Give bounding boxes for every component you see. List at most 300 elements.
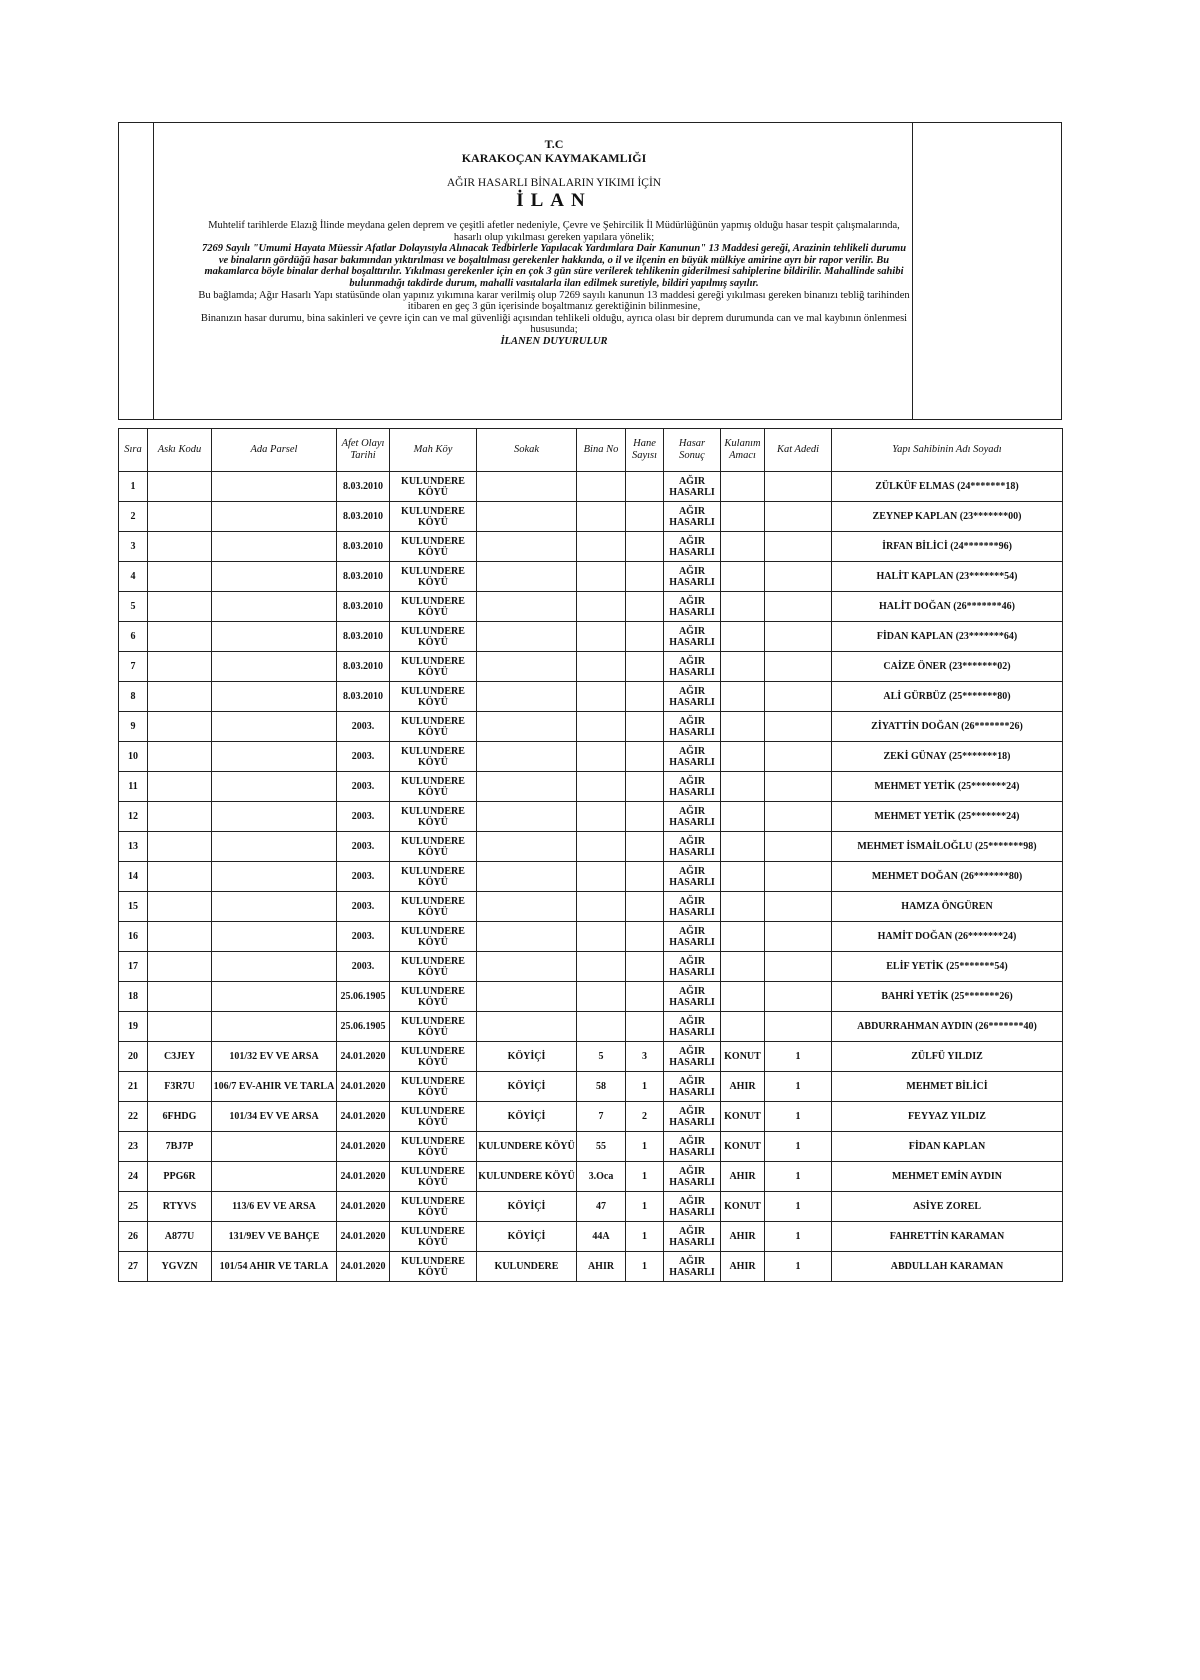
cell-aski-kodu: F3R7U bbox=[148, 1072, 212, 1102]
notice-paragraph-2: 7269 Sayılı "Umumi Hayata Müessir Afatlar Dolayısıyla Alınacak Tedbirlerle Yapılacak Yardımlara Dair Kanunun" 13 Maddesi gereği, Arazinin tehlikeli durumu ve binaların gördüğü hasar bakımından yıktırılması ve boşaltılması gerekenler hakkında, o il ve ilçenin en büyük mülkiye amirine ayrı bir rapor verilir. Bu makamlarca böyle binalar derhal boşalttırılır. Yıkılması gerekenler için en çok 3 gün süre verilerek tehlikenin giderilmesi sahiplerine bildirilir. Mahallinde sahibi bulunmadığı takdirde durum, mahalli vasıtalarla ilan edilmek suretiyle, bildiri yapılmış sayılır. bbox=[201, 243, 907, 289]
cell-hasar-sonuc: AĞIR HASARLI bbox=[664, 622, 721, 652]
header-hane-sayisi: Hane Sayısı bbox=[626, 429, 664, 472]
cell-sokak bbox=[477, 742, 577, 772]
cell-ada-parsel bbox=[212, 682, 337, 712]
cell-sira: 27 bbox=[119, 1252, 148, 1282]
cell-hasar-sonuc: AĞIR HASARLI bbox=[664, 1102, 721, 1132]
cell-yapi-sahibi: ASİYE ZOREL bbox=[832, 1192, 1063, 1222]
header-kat-adedi: Kat Adedi bbox=[765, 429, 832, 472]
cell-yapi-sahibi: ZEKİ GÜNAY (25*******18) bbox=[832, 742, 1063, 772]
cell-sokak: KULUNDERE KÖYÜ bbox=[477, 1132, 577, 1162]
cell-ada-parsel: 113/6 EV VE ARSA bbox=[212, 1192, 337, 1222]
cell-kat-adedi bbox=[765, 682, 832, 712]
cell-kat-adedi bbox=[765, 472, 832, 502]
cell-bina-no bbox=[577, 712, 626, 742]
cell-afet-tarihi: 24.01.2020 bbox=[337, 1192, 390, 1222]
cell-mah-koy: KULUNDERE KÖYÜ bbox=[390, 1042, 477, 1072]
cell-yapi-sahibi: CAİZE ÖNER (23*******02) bbox=[832, 652, 1063, 682]
cell-kat-adedi: 1 bbox=[765, 1042, 832, 1072]
table-row bbox=[119, 562, 1063, 592]
cell-sira: 19 bbox=[119, 1012, 148, 1042]
cell-mah-koy: KULUNDERE KÖYÜ bbox=[390, 1252, 477, 1282]
cell-aski-kodu bbox=[148, 532, 212, 562]
cell-kullanim-amaci bbox=[721, 502, 765, 532]
header-afet-tarihi: Afet Olayı Tarihi bbox=[337, 429, 390, 472]
cell-aski-kodu bbox=[148, 922, 212, 952]
cell-kat-adedi bbox=[765, 652, 832, 682]
table-row bbox=[119, 892, 1063, 922]
cell-mah-koy: KULUNDERE KÖYÜ bbox=[390, 772, 477, 802]
cell-afet-tarihi: 2003. bbox=[337, 802, 390, 832]
cell-afet-tarihi: 2003. bbox=[337, 892, 390, 922]
cell-ada-parsel bbox=[212, 472, 337, 502]
cell-bina-no bbox=[577, 472, 626, 502]
header-sira: Sıra bbox=[119, 429, 148, 472]
cell-aski-kodu: YGVZN bbox=[148, 1252, 212, 1282]
cell-mah-koy: KULUNDERE KÖYÜ bbox=[390, 562, 477, 592]
cell-afet-tarihi: 24.01.2020 bbox=[337, 1222, 390, 1252]
notice-paragraph-3: Bu bağlamda; Ağır Hasarlı Yapı statüsünde olan yapınız yıkımına karar verilmiş olup 7269 sayılı kanunun 13 maddesi gereği yıkılması gereken binanızı tebliğ tarihinden itibaren en geç 3 gün içerisinde boşaltmanız gerektiğinin bilinmesine, bbox=[198, 289, 910, 313]
table-row bbox=[119, 862, 1063, 892]
cell-aski-kodu: 6FHDG bbox=[148, 1102, 212, 1132]
cell-afet-tarihi: 8.03.2010 bbox=[337, 622, 390, 652]
table-row bbox=[119, 682, 1063, 712]
table-row bbox=[119, 982, 1063, 1012]
cell-hane-sayisi bbox=[626, 982, 664, 1012]
cell-kat-adedi bbox=[765, 922, 832, 952]
cell-sira: 4 bbox=[119, 562, 148, 592]
cell-kat-adedi bbox=[765, 892, 832, 922]
cell-afet-tarihi: 24.01.2020 bbox=[337, 1162, 390, 1192]
cell-bina-no bbox=[577, 862, 626, 892]
cell-ada-parsel bbox=[212, 532, 337, 562]
cell-bina-no: AHIR bbox=[577, 1252, 626, 1282]
cell-kat-adedi bbox=[765, 532, 832, 562]
cell-yapi-sahibi: ZÜLFÜ YILDIZ bbox=[832, 1042, 1063, 1072]
header-aski-kodu: Askı Kodu bbox=[148, 429, 212, 472]
cell-sira: 24 bbox=[119, 1162, 148, 1192]
cell-yapi-sahibi: BAHRİ YETİK (25*******26) bbox=[832, 982, 1063, 1012]
buildings-table bbox=[118, 428, 1063, 1282]
cell-bina-no bbox=[577, 772, 626, 802]
cell-sokak bbox=[477, 532, 577, 562]
header-yapi-sahibi: Yapı Sahibinin Adı Soyadı bbox=[832, 429, 1063, 472]
cell-ada-parsel: 106/7 EV-AHIR VE TARLA bbox=[212, 1072, 337, 1102]
cell-ada-parsel: 101/54 AHIR VE TARLA bbox=[212, 1252, 337, 1282]
cell-ada-parsel bbox=[212, 562, 337, 592]
cell-hasar-sonuc: AĞIR HASARLI bbox=[664, 802, 721, 832]
cell-kat-adedi bbox=[765, 502, 832, 532]
cell-ada-parsel bbox=[212, 1012, 337, 1042]
cell-kullanim-amaci: KONUT bbox=[721, 1132, 765, 1162]
table-row bbox=[119, 1132, 1063, 1162]
cell-hasar-sonuc: AĞIR HASARLI bbox=[664, 742, 721, 772]
header-tc: T.C bbox=[544, 137, 564, 151]
cell-sokak: KÖYİÇİ bbox=[477, 1072, 577, 1102]
notice-paragraph-4: Binanızın hasar durumu, bina sakinleri ve çevre için can ve mal güvenliği açısından tehlikeli olduğu, ayrıca olası bir deprem durumunda can ve mal kaybının önlenmesi hususunda; bbox=[200, 312, 908, 336]
cell-yapi-sahibi: HAMZA ÖNGÜREN bbox=[832, 892, 1063, 922]
cell-aski-kodu bbox=[148, 862, 212, 892]
cell-sokak bbox=[477, 832, 577, 862]
cell-bina-no bbox=[577, 592, 626, 622]
cell-sokak: KULUNDERE bbox=[477, 1252, 577, 1282]
cell-sokak bbox=[477, 1012, 577, 1042]
cell-bina-no bbox=[577, 1012, 626, 1042]
cell-yapi-sahibi: FİDAN KAPLAN (23*******64) bbox=[832, 622, 1063, 652]
cell-mah-koy: KULUNDERE KÖYÜ bbox=[390, 472, 477, 502]
cell-yapi-sahibi: ZÜLKÜF ELMAS (24*******18) bbox=[832, 472, 1063, 502]
table-row bbox=[119, 832, 1063, 862]
cell-bina-no bbox=[577, 622, 626, 652]
cell-bina-no bbox=[577, 952, 626, 982]
cell-kat-adedi: 1 bbox=[765, 1222, 832, 1252]
cell-kat-adedi bbox=[765, 712, 832, 742]
cell-bina-no bbox=[577, 652, 626, 682]
cell-hane-sayisi bbox=[626, 892, 664, 922]
cell-sira: 9 bbox=[119, 712, 148, 742]
cell-afet-tarihi: 2003. bbox=[337, 742, 390, 772]
cell-aski-kodu bbox=[148, 502, 212, 532]
cell-bina-no bbox=[577, 502, 626, 532]
cell-bina-no: 58 bbox=[577, 1072, 626, 1102]
cell-mah-koy: KULUNDERE KÖYÜ bbox=[390, 712, 477, 742]
cell-kullanim-amaci: KONUT bbox=[721, 1192, 765, 1222]
cell-bina-no bbox=[577, 892, 626, 922]
header-ilan: İLAN bbox=[516, 190, 592, 211]
header-office: KARAKOÇAN KAYMAKAMLIĞI bbox=[461, 151, 647, 165]
cell-afet-tarihi: 24.01.2020 bbox=[337, 1132, 390, 1162]
cell-sira: 17 bbox=[119, 952, 148, 982]
cell-hane-sayisi bbox=[626, 472, 664, 502]
cell-yapi-sahibi: ABDURRAHMAN AYDIN (26*******40) bbox=[832, 1012, 1063, 1042]
cell-kullanim-amaci bbox=[721, 952, 765, 982]
cell-aski-kodu bbox=[148, 742, 212, 772]
cell-mah-koy: KULUNDERE KÖYÜ bbox=[390, 1102, 477, 1132]
cell-kat-adedi bbox=[765, 982, 832, 1012]
table-row bbox=[119, 1192, 1063, 1222]
cell-hane-sayisi: 1 bbox=[626, 1132, 664, 1162]
cell-sira: 23 bbox=[119, 1132, 148, 1162]
table-row bbox=[119, 502, 1063, 532]
cell-kat-adedi: 1 bbox=[765, 1132, 832, 1162]
cell-sokak: KÖYİÇİ bbox=[477, 1222, 577, 1252]
cell-mah-koy: KULUNDERE KÖYÜ bbox=[390, 862, 477, 892]
cell-yapi-sahibi: MEHMET DOĞAN (26*******80) bbox=[832, 862, 1063, 892]
cell-sira: 3 bbox=[119, 532, 148, 562]
cell-kat-adedi bbox=[765, 562, 832, 592]
cell-hane-sayisi bbox=[626, 922, 664, 952]
cell-sira: 12 bbox=[119, 802, 148, 832]
cell-hane-sayisi bbox=[626, 562, 664, 592]
cell-bina-no bbox=[577, 562, 626, 592]
cell-sokak bbox=[477, 952, 577, 982]
cell-hasar-sonuc: AĞIR HASARLI bbox=[664, 712, 721, 742]
cell-hasar-sonuc: AĞIR HASARLI bbox=[664, 772, 721, 802]
cell-sokak bbox=[477, 712, 577, 742]
cell-mah-koy: KULUNDERE KÖYÜ bbox=[390, 982, 477, 1012]
cell-afet-tarihi: 8.03.2010 bbox=[337, 682, 390, 712]
cell-kat-adedi: 1 bbox=[765, 1192, 832, 1222]
cell-aski-kodu: PPG6R bbox=[148, 1162, 212, 1192]
cell-sira: 20 bbox=[119, 1042, 148, 1072]
cell-ada-parsel bbox=[212, 862, 337, 892]
cell-afet-tarihi: 24.01.2020 bbox=[337, 1072, 390, 1102]
cell-hane-sayisi: 1 bbox=[626, 1252, 664, 1282]
cell-mah-koy: KULUNDERE KÖYÜ bbox=[390, 802, 477, 832]
cell-mah-koy: KULUNDERE KÖYÜ bbox=[390, 1012, 477, 1042]
cell-kat-adedi bbox=[765, 952, 832, 982]
table-row bbox=[119, 1252, 1063, 1282]
cell-mah-koy: KULUNDERE KÖYÜ bbox=[390, 622, 477, 652]
cell-bina-no bbox=[577, 832, 626, 862]
table-row bbox=[119, 742, 1063, 772]
cell-mah-koy: KULUNDERE KÖYÜ bbox=[390, 532, 477, 562]
cell-kullanim-amaci bbox=[721, 472, 765, 502]
cell-kat-adedi bbox=[765, 862, 832, 892]
cell-sira: 18 bbox=[119, 982, 148, 1012]
cell-yapi-sahibi: FEYYAZ YILDIZ bbox=[832, 1102, 1063, 1132]
cell-ada-parsel: 101/32 EV VE ARSA bbox=[212, 1042, 337, 1072]
cell-aski-kodu bbox=[148, 772, 212, 802]
cell-mah-koy: KULUNDERE KÖYÜ bbox=[390, 742, 477, 772]
cell-hasar-sonuc: AĞIR HASARLI bbox=[664, 862, 721, 892]
table-row bbox=[119, 1102, 1063, 1132]
cell-sokak: KÖYİÇİ bbox=[477, 1042, 577, 1072]
cell-hane-sayisi bbox=[626, 952, 664, 982]
cell-kullanim-amaci: AHIR bbox=[721, 1162, 765, 1192]
table-row bbox=[119, 652, 1063, 682]
cell-sira: 14 bbox=[119, 862, 148, 892]
cell-aski-kodu bbox=[148, 952, 212, 982]
cell-yapi-sahibi: MEHMET EMİN AYDIN bbox=[832, 1162, 1063, 1192]
cell-bina-no: 7 bbox=[577, 1102, 626, 1132]
cell-hane-sayisi bbox=[626, 682, 664, 712]
cell-mah-koy: KULUNDERE KÖYÜ bbox=[390, 1222, 477, 1252]
cell-hane-sayisi bbox=[626, 502, 664, 532]
cell-yapi-sahibi: ELİF YETİK (25*******54) bbox=[832, 952, 1063, 982]
cell-kat-adedi: 1 bbox=[765, 1162, 832, 1192]
cell-sokak bbox=[477, 562, 577, 592]
cell-kat-adedi bbox=[765, 802, 832, 832]
cell-afet-tarihi: 24.01.2020 bbox=[337, 1102, 390, 1132]
cell-sira: 1 bbox=[119, 472, 148, 502]
cell-hasar-sonuc: AĞIR HASARLI bbox=[664, 922, 721, 952]
cell-sokak bbox=[477, 592, 577, 622]
cell-bina-no bbox=[577, 922, 626, 952]
cell-sokak bbox=[477, 772, 577, 802]
cell-aski-kodu bbox=[148, 592, 212, 622]
cell-kullanim-amaci bbox=[721, 682, 765, 712]
cell-bina-no: 44A bbox=[577, 1222, 626, 1252]
cell-hane-sayisi bbox=[626, 862, 664, 892]
cell-sira: 22 bbox=[119, 1102, 148, 1132]
cell-mah-koy: KULUNDERE KÖYÜ bbox=[390, 682, 477, 712]
cell-ada-parsel bbox=[212, 1132, 337, 1162]
cell-mah-koy: KULUNDERE KÖYÜ bbox=[390, 1162, 477, 1192]
cell-bina-no bbox=[577, 982, 626, 1012]
header-sokak: Sokak bbox=[477, 429, 577, 472]
cell-hane-sayisi bbox=[626, 832, 664, 862]
cell-kullanim-amaci bbox=[721, 1012, 765, 1042]
cell-kullanim-amaci bbox=[721, 922, 765, 952]
cell-sira: 15 bbox=[119, 892, 148, 922]
table-row bbox=[119, 1072, 1063, 1102]
cell-ada-parsel: 101/34 EV VE ARSA bbox=[212, 1102, 337, 1132]
cell-sokak bbox=[477, 892, 577, 922]
cell-kullanim-amaci bbox=[721, 892, 765, 922]
cell-ada-parsel bbox=[212, 892, 337, 922]
cell-sokak bbox=[477, 682, 577, 712]
cell-mah-koy: KULUNDERE KÖYÜ bbox=[390, 652, 477, 682]
cell-mah-koy: KULUNDERE KÖYÜ bbox=[390, 922, 477, 952]
cell-afet-tarihi: 24.01.2020 bbox=[337, 1252, 390, 1282]
cell-bina-no: 3.Oca bbox=[577, 1162, 626, 1192]
cell-sira: 5 bbox=[119, 592, 148, 622]
cell-yapi-sahibi: ALİ GÜRBÜZ (25*******80) bbox=[832, 682, 1063, 712]
cell-bina-no: 55 bbox=[577, 1132, 626, 1162]
cell-ada-parsel bbox=[212, 622, 337, 652]
cell-kullanim-amaci: KONUT bbox=[721, 1102, 765, 1132]
cell-sokak bbox=[477, 652, 577, 682]
header-kullanim-amaci: Kulanım Amacı bbox=[721, 429, 765, 472]
table-row bbox=[119, 1042, 1063, 1072]
table-row bbox=[119, 802, 1063, 832]
cell-ada-parsel bbox=[212, 652, 337, 682]
cell-afet-tarihi: 25.06.1905 bbox=[337, 982, 390, 1012]
cell-aski-kodu bbox=[148, 562, 212, 592]
cell-aski-kodu bbox=[148, 712, 212, 742]
cell-ada-parsel bbox=[212, 772, 337, 802]
cell-yapi-sahibi: HALİT DOĞAN (26*******46) bbox=[832, 592, 1063, 622]
cell-aski-kodu: A877U bbox=[148, 1222, 212, 1252]
cell-mah-koy: KULUNDERE KÖYÜ bbox=[390, 592, 477, 622]
table-row bbox=[119, 532, 1063, 562]
cell-hasar-sonuc: AĞIR HASARLI bbox=[664, 472, 721, 502]
cell-hane-sayisi bbox=[626, 742, 664, 772]
cell-sokak: KULUNDERE KÖYÜ bbox=[477, 1162, 577, 1192]
table-header-row bbox=[119, 429, 1063, 472]
cell-hasar-sonuc: AĞIR HASARLI bbox=[664, 982, 721, 1012]
cell-kat-adedi: 1 bbox=[765, 1252, 832, 1282]
cell-afet-tarihi: 8.03.2010 bbox=[337, 562, 390, 592]
cell-aski-kodu bbox=[148, 682, 212, 712]
cell-ada-parsel bbox=[212, 1162, 337, 1192]
cell-afet-tarihi: 24.01.2020 bbox=[337, 1042, 390, 1072]
cell-ada-parsel bbox=[212, 952, 337, 982]
cell-yapi-sahibi: FAHRETTİN KARAMAN bbox=[832, 1222, 1063, 1252]
cell-hane-sayisi bbox=[626, 652, 664, 682]
cell-sira: 13 bbox=[119, 832, 148, 862]
cell-kullanim-amaci bbox=[721, 772, 765, 802]
cell-afet-tarihi: 2003. bbox=[337, 922, 390, 952]
cell-aski-kodu: C3JEY bbox=[148, 1042, 212, 1072]
cell-afet-tarihi: 8.03.2010 bbox=[337, 472, 390, 502]
cell-sira: 2 bbox=[119, 502, 148, 532]
cell-bina-no bbox=[577, 802, 626, 832]
cell-ada-parsel bbox=[212, 592, 337, 622]
cell-hane-sayisi: 1 bbox=[626, 1162, 664, 1192]
cell-ada-parsel bbox=[212, 802, 337, 832]
table-row bbox=[119, 1012, 1063, 1042]
cell-hasar-sonuc: AĞIR HASARLI bbox=[664, 1072, 721, 1102]
cell-aski-kodu bbox=[148, 832, 212, 862]
cell-aski-kodu bbox=[148, 622, 212, 652]
cell-ada-parsel bbox=[212, 742, 337, 772]
cell-kullanim-amaci: AHIR bbox=[721, 1252, 765, 1282]
cell-hane-sayisi: 3 bbox=[626, 1042, 664, 1072]
cell-yapi-sahibi: FİDAN KAPLAN bbox=[832, 1132, 1063, 1162]
cell-mah-koy: KULUNDERE KÖYÜ bbox=[390, 1132, 477, 1162]
cell-afet-tarihi: 2003. bbox=[337, 952, 390, 982]
cell-hasar-sonuc: AĞIR HASARLI bbox=[664, 502, 721, 532]
cell-aski-kodu bbox=[148, 652, 212, 682]
cell-ada-parsel bbox=[212, 502, 337, 532]
cell-hasar-sonuc: AĞIR HASARLI bbox=[664, 592, 721, 622]
cell-hasar-sonuc: AĞIR HASARLI bbox=[664, 832, 721, 862]
cell-kat-adedi bbox=[765, 832, 832, 862]
cell-mah-koy: KULUNDERE KÖYÜ bbox=[390, 952, 477, 982]
cell-ada-parsel bbox=[212, 922, 337, 952]
cell-mah-koy: KULUNDERE KÖYÜ bbox=[390, 832, 477, 862]
cell-sokak bbox=[477, 472, 577, 502]
cell-ada-parsel bbox=[212, 712, 337, 742]
header-subtitle: AĞIR HASARLI BİNALARIN YIKIMI İÇİN bbox=[446, 177, 662, 189]
table-row bbox=[119, 712, 1063, 742]
cell-yapi-sahibi: MEHMET YETİK (25*******24) bbox=[832, 802, 1063, 832]
cell-kullanim-amaci bbox=[721, 712, 765, 742]
cell-kullanim-amaci: AHIR bbox=[721, 1222, 765, 1252]
cell-sira: 11 bbox=[119, 772, 148, 802]
cell-afet-tarihi: 25.06.1905 bbox=[337, 1012, 390, 1042]
cell-hane-sayisi bbox=[626, 712, 664, 742]
cell-hane-sayisi bbox=[626, 592, 664, 622]
cell-sokak bbox=[477, 802, 577, 832]
cell-yapi-sahibi: ZEYNEP KAPLAN (23*******00) bbox=[832, 502, 1063, 532]
cell-hasar-sonuc: AĞIR HASARLI bbox=[664, 1132, 721, 1162]
cell-kat-adedi bbox=[765, 1012, 832, 1042]
cell-ada-parsel bbox=[212, 982, 337, 1012]
cell-mah-koy: KULUNDERE KÖYÜ bbox=[390, 1072, 477, 1102]
cell-sira: 6 bbox=[119, 622, 148, 652]
cell-aski-kodu bbox=[148, 982, 212, 1012]
cell-hasar-sonuc: AĞIR HASARLI bbox=[664, 1042, 721, 1072]
cell-bina-no bbox=[577, 532, 626, 562]
cell-kullanim-amaci bbox=[721, 862, 765, 892]
cell-yapi-sahibi: MEHMET İSMAİLOĞLU (25*******98) bbox=[832, 832, 1063, 862]
table-row bbox=[119, 922, 1063, 952]
cell-kat-adedi: 1 bbox=[765, 1102, 832, 1132]
cell-sokak: KÖYİÇİ bbox=[477, 1102, 577, 1132]
cell-hasar-sonuc: AĞIR HASARLI bbox=[664, 952, 721, 982]
cell-afet-tarihi: 8.03.2010 bbox=[337, 532, 390, 562]
cell-afet-tarihi: 2003. bbox=[337, 772, 390, 802]
cell-sira: 16 bbox=[119, 922, 148, 952]
table-body bbox=[119, 472, 1063, 1282]
cell-afet-tarihi: 2003. bbox=[337, 862, 390, 892]
cell-sira: 8 bbox=[119, 682, 148, 712]
cell-kat-adedi bbox=[765, 772, 832, 802]
cell-hasar-sonuc: AĞIR HASARLI bbox=[664, 1162, 721, 1192]
cell-hane-sayisi bbox=[626, 772, 664, 802]
cell-yapi-sahibi: İRFAN BİLİCİ (24*******96) bbox=[832, 532, 1063, 562]
cell-kullanim-amaci bbox=[721, 982, 765, 1012]
cell-hasar-sonuc: AĞIR HASARLI bbox=[664, 1252, 721, 1282]
cell-yapi-sahibi: MEHMET YETİK (25*******24) bbox=[832, 772, 1063, 802]
cell-kullanim-amaci: AHIR bbox=[721, 1072, 765, 1102]
table-row bbox=[119, 592, 1063, 622]
cell-hane-sayisi: 1 bbox=[626, 1072, 664, 1102]
cell-kat-adedi bbox=[765, 622, 832, 652]
